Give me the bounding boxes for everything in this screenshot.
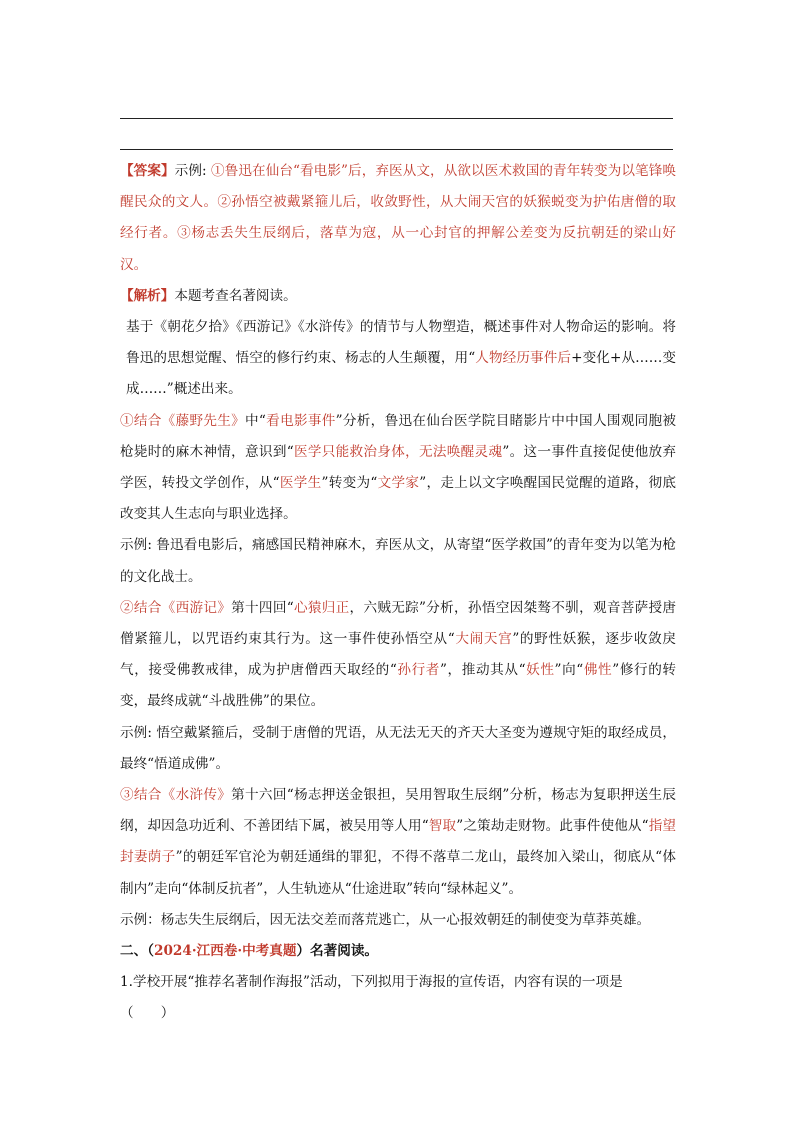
yangzhi-c: ”的朝廷军官沦为朝廷通缉的罪犯，不得不落草二龙山，最终加入梁山，彻底从“体制内”走向“体制反抗者”，人生轨迹从“仕途进取”转向“绿林起义”。 (120, 849, 676, 897)
answer-text: ①鲁迅在仙台“看电影”后，弃医从文，从欲以医术救国的青年转变为以笔锋唤醒民众的文人。②孙悟空被戴紧箍儿后，收敛野性，从大闹天宫的妖猴蜕变为护佑唐僧的取经行者。③杨志丢失生辰纲后，落草为寇，从一心封官的押解公差变为反抗朝廷的梁山好汉。 (120, 163, 676, 273)
wukong-e: ”向“ (554, 662, 584, 679)
analysis-overview (120, 312, 676, 406)
question-1-text: 1.学校开展“推荐名著制作海报”活动，下列拟用于海报的宣传语，内容有误的一项是 (120, 974, 623, 991)
section-yangzhi (120, 780, 676, 905)
luxun-e: ”，走上以文字唤醒国民觉醒的道路，彻底改变其人生志向与职业选择。 (120, 475, 677, 523)
luxun-c-red: 医学生 (279, 475, 322, 492)
answer-tag: 【答案】 (120, 163, 175, 179)
luxun-a: 中“ (245, 412, 266, 429)
wukong-a-red: 心猿归正 (293, 599, 350, 616)
overview-text: 基于《朝花夕拾》《西游记》《水浒传》的情节与人物塑造，概述事件对人物命运的影响。将鲁迅的思想觉醒、悟空的修行约束、杨志的人生颠覆，用“ (126, 319, 676, 367)
overview-highlight: 人物经历事件后 (475, 350, 572, 367)
wukong-d-red: 妖性 (525, 662, 555, 679)
answer-line-1 (120, 118, 673, 119)
wukong-head: ②结合《西游记》 (120, 599, 232, 616)
analysis-intro (120, 281, 676, 312)
wukong-f: ”修行的转变，最终成就“斗战胜佛”的果位。 (120, 662, 677, 710)
section-number: 二、（ (120, 943, 154, 960)
yangzhi-a-red: 智取 (428, 818, 457, 835)
section-wukong (120, 593, 676, 718)
yangzhi-b: ”之策劫走财物。此事件使他从“ (456, 818, 649, 835)
luxun-b: ”分析，鲁迅在仙台医学院目睹影片中中国人围观同胞被枪毙时的麻木神情，意识到“ (120, 412, 677, 460)
wukong-b-red: 大闹天宫 (454, 631, 513, 648)
wukong-d: ”，推动其从“ (440, 662, 526, 679)
wukong-c: ”的野性妖猴，逐步收敛戾气，接受佛教戒律，成为护唐僧西天取经的“ (120, 631, 677, 679)
luxun-head: ①结合《藤野先生》 (120, 412, 246, 429)
answer-line-2 (120, 149, 673, 150)
question-1-blank: （ ） (120, 1005, 175, 1022)
document-body (120, 156, 676, 1030)
luxun-b-red: 医学只能救治身体，无法唤醒灵魂 (293, 443, 503, 460)
section-title: ）名著阅读。 (296, 943, 379, 960)
wukong-c-red: 孙行者 (396, 662, 440, 679)
example-wukong: 示例: 悟空戴紧箍后，受制于唐僧的咒语，从无法无天的齐天大圣变为遵规守矩的取经成员，最终“悟道成佛”。 (120, 724, 676, 772)
example-luxun: 示例: 鲁迅看电影后，痛感国民精神麻木，弃医从文，从寄望“医学救国”的青年变为以笔为枪的文化战士。 (120, 537, 676, 585)
section-source: 2024·江西卷·中考真题 (153, 943, 297, 960)
luxun-a-red: 看电影事件 (265, 412, 336, 429)
question-1 (120, 967, 676, 998)
analysis-intro-text: 本题考查名著阅读。 (174, 287, 297, 304)
answer-paragraph (120, 156, 676, 281)
example-yangzhi: 示例：杨志失生辰纲后，因无法交差而落荒逃亡，从一心报效朝廷的制使变为草莽英雄。 (120, 911, 651, 928)
overview-tail: +变化+从……变成……”概述出来。 (126, 350, 677, 398)
wukong-e-red: 佛性 (583, 662, 613, 679)
wukong-a: 第十四回“ (231, 599, 294, 616)
section-heading (120, 936, 676, 967)
yangzhi-a: 第十六回“杨志押送金银担，吴用智取生辰纲”分析，杨志为复职押送生辰纲，却因急功近利、不善团结下属，被吴用等人用“ (120, 787, 676, 835)
wukong-b: ，六贼无踪”分析，孙悟空因桀骜不驯，观音菩萨授唐僧紧箍儿，以咒语约束其行为。这一事件使孙悟空从“ (120, 599, 677, 648)
luxun-d: ”转变为“ (321, 475, 378, 492)
yangzhi-head: ③结合《水浒传》 (120, 787, 232, 804)
analysis-tag: 【解析】 (120, 287, 175, 304)
answer-prefix: 示例: (174, 163, 211, 179)
yangzhi-b-red: 指望封妻荫子 (120, 818, 677, 866)
luxun-c: ”。这一事件直接促使他放弃学医，转投文学创作，从“ (120, 443, 676, 492)
luxun-d-red: 文学家 (377, 475, 420, 492)
section-luxun (120, 406, 676, 531)
